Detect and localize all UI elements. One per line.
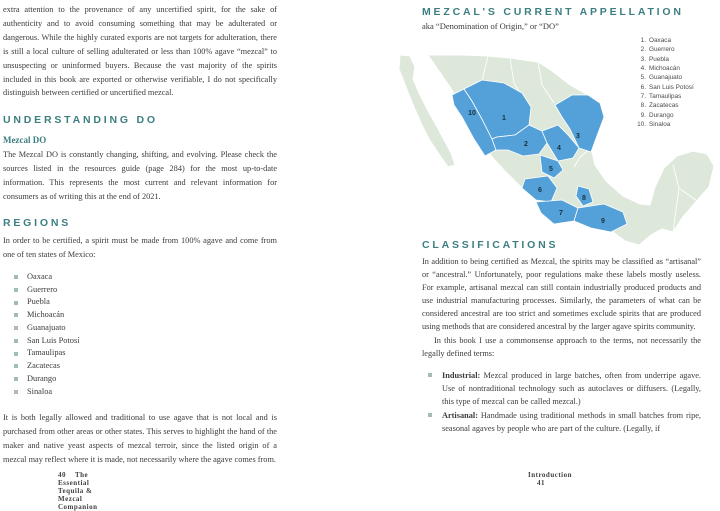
list-item — [14, 322, 277, 335]
state-label: Guanajuato — [27, 322, 66, 332]
appellation-heading: MEZCAL'S CURRENT APPELLATION — [422, 6, 684, 18]
page-number: 41 — [537, 479, 545, 487]
state-label: Sinaloa — [27, 386, 53, 396]
state-label: Guerrero — [27, 284, 58, 294]
bullet-square-icon — [14, 352, 18, 356]
list-item — [14, 296, 277, 309]
bullet-square-icon — [14, 339, 18, 343]
legend-item: 3. Puebla — [640, 55, 669, 63]
classifications-section — [422, 239, 701, 436]
term-lead: Industrial: — [442, 370, 481, 380]
list-item — [14, 347, 277, 360]
regions-intro: In order to be certified, a spirit must be made from 100% agave and come from one of ten states of Mexico: — [3, 235, 277, 259]
classifications-heading: CLASSIFICATIONS — [422, 239, 559, 251]
map-number-6: 6 — [538, 187, 542, 194]
map-number-9: 9 — [601, 218, 605, 225]
legend-item: 10. Sinaloa — [637, 121, 671, 129]
state-label: San Luis Potosí — [27, 335, 80, 345]
bullet-square-icon — [14, 326, 18, 330]
bullet-square-icon — [14, 364, 18, 368]
section-name: Introduction — [528, 471, 572, 479]
map-number-5: 5 — [549, 166, 553, 173]
classifications-paragraph: In this book I use a commonsense approach to the terms, not necessarily the legally defined terms: — [422, 335, 701, 358]
appellation-subtitle: aka “Denomination of Origin,” or “DO” — [422, 21, 559, 31]
bullet-square-icon — [428, 373, 432, 377]
bullet-square-icon — [14, 288, 18, 292]
closing-paragraph: It is both legally allowed and traditional to use agave that is not local and is purchased from other areas or other states. This serves to highlight the hand of the maker and native yeast aspects of mezcal terroir, since the listed origin of a mezcal may reflect where it is made, not necessarily where the agave comes from. — [3, 413, 277, 464]
list-item — [14, 386, 277, 399]
map-number-7: 7 — [559, 210, 563, 217]
states-list — [14, 271, 277, 399]
page-number: 40 — [58, 471, 66, 479]
list-item — [14, 284, 277, 297]
mezcal-do-subheading: Mezcal DO — [3, 135, 47, 146]
state-label: Durango — [27, 373, 57, 383]
list-item — [14, 271, 277, 284]
bullet-square-icon — [428, 413, 432, 417]
state-label: Zacatecas — [27, 361, 61, 371]
regions-heading: REGIONS — [3, 216, 72, 229]
legend-item: 1. Oaxaca — [640, 37, 672, 44]
list-item — [14, 360, 277, 373]
map-number-2: 2 — [524, 141, 528, 148]
map-number-8: 8 — [582, 195, 586, 202]
legend-item: 2. Guerrero — [640, 46, 675, 54]
map-number-10: 10 — [468, 110, 476, 117]
state-label: Puebla — [27, 297, 50, 307]
state-label: Michoacán — [27, 310, 65, 320]
legend-item: 9. Durango — [640, 111, 674, 119]
bullet-square-icon — [14, 301, 18, 305]
state-label: Oaxaca — [27, 271, 53, 281]
legend-item: 7. Tamaulipas — [640, 93, 682, 101]
understanding-do-heading: UNDERSTANDING DO — [3, 114, 158, 127]
appellation-header — [422, 6, 712, 31]
bullet-square-icon — [14, 313, 18, 317]
legend-item: 4. Michoacán — [640, 65, 680, 73]
list-item — [14, 309, 277, 322]
legend-item: 8. Zacatecas — [640, 102, 679, 110]
list-item — [428, 369, 701, 408]
mexico-map — [392, 55, 716, 255]
map-number-3: 3 — [576, 133, 580, 140]
legend-item: 5. Guanajuato — [640, 74, 683, 82]
term-text: Mezcal produced in large batches, often from underripe agave. Use of nontraditional technology such as autoclaves or diffusers. (Legally, this type of mezcal can be called mezcal.) — [442, 370, 701, 406]
list-item — [428, 409, 701, 435]
map-number-1: 1 — [502, 115, 506, 122]
bullet-square-icon — [14, 377, 18, 381]
mezcal-do-paragraph: The Mezcal DO is constantly changing, shifting, and evolving. Please check the sources listed in the resources guide (page 284) for the most up-to-date information. This represents the most current and relevant information for consumers as of writing this at the end of 2021. — [3, 150, 277, 202]
bullet-square-icon — [14, 275, 18, 279]
bullet-square-icon — [14, 390, 18, 394]
intro-paragraph: extra attention to the provenance of any uncertified spirit, for the sake of authenticity and to avoid consuming something that may be adulterated or dangerous. While the highly curated exports are not targets for adulteration, there is still a local culture of selling adulterated or less than 100% agave “mezcal” to unsuspecting or uninformed buyers. Because the vast majority of the spirits included in this book are exported or otherwise verifiable, I do not specifically distinguish between certified or uncertified mezcal. — [3, 5, 277, 98]
term-lead: Artisanal: — [442, 411, 478, 421]
map-number-4: 4 — [557, 145, 561, 152]
list-item — [14, 373, 277, 386]
state-label: Tamaulipas — [27, 348, 66, 358]
terms-list — [428, 369, 701, 435]
legend-item: 6. San Luis Potosí — [640, 83, 694, 91]
term-text: Handmade using traditional methods in small batches from ripe, seasonal agaves by people who are part of the culture. (Legally, if — [442, 411, 701, 434]
left-page-footer — [58, 471, 98, 511]
list-item — [14, 335, 277, 348]
book-title: The Essential Tequila & Mezcal Companion — [58, 471, 98, 511]
classifications-paragraph: In addition to being certified as Mezcal, the spirits may be classified as “artisanal” or “ancestral.” Unfortunately, poor regulations make these labels mostly useless. For example, artisanal mezcal can still contain industrially produced products and use industrial manufacturing processes. Similarly, the parameters of what can be considered ancestral are too strict and sometimes exclude spirits that are produced using methods that are considered ancestral by the larger agave spirits community. — [422, 257, 701, 332]
